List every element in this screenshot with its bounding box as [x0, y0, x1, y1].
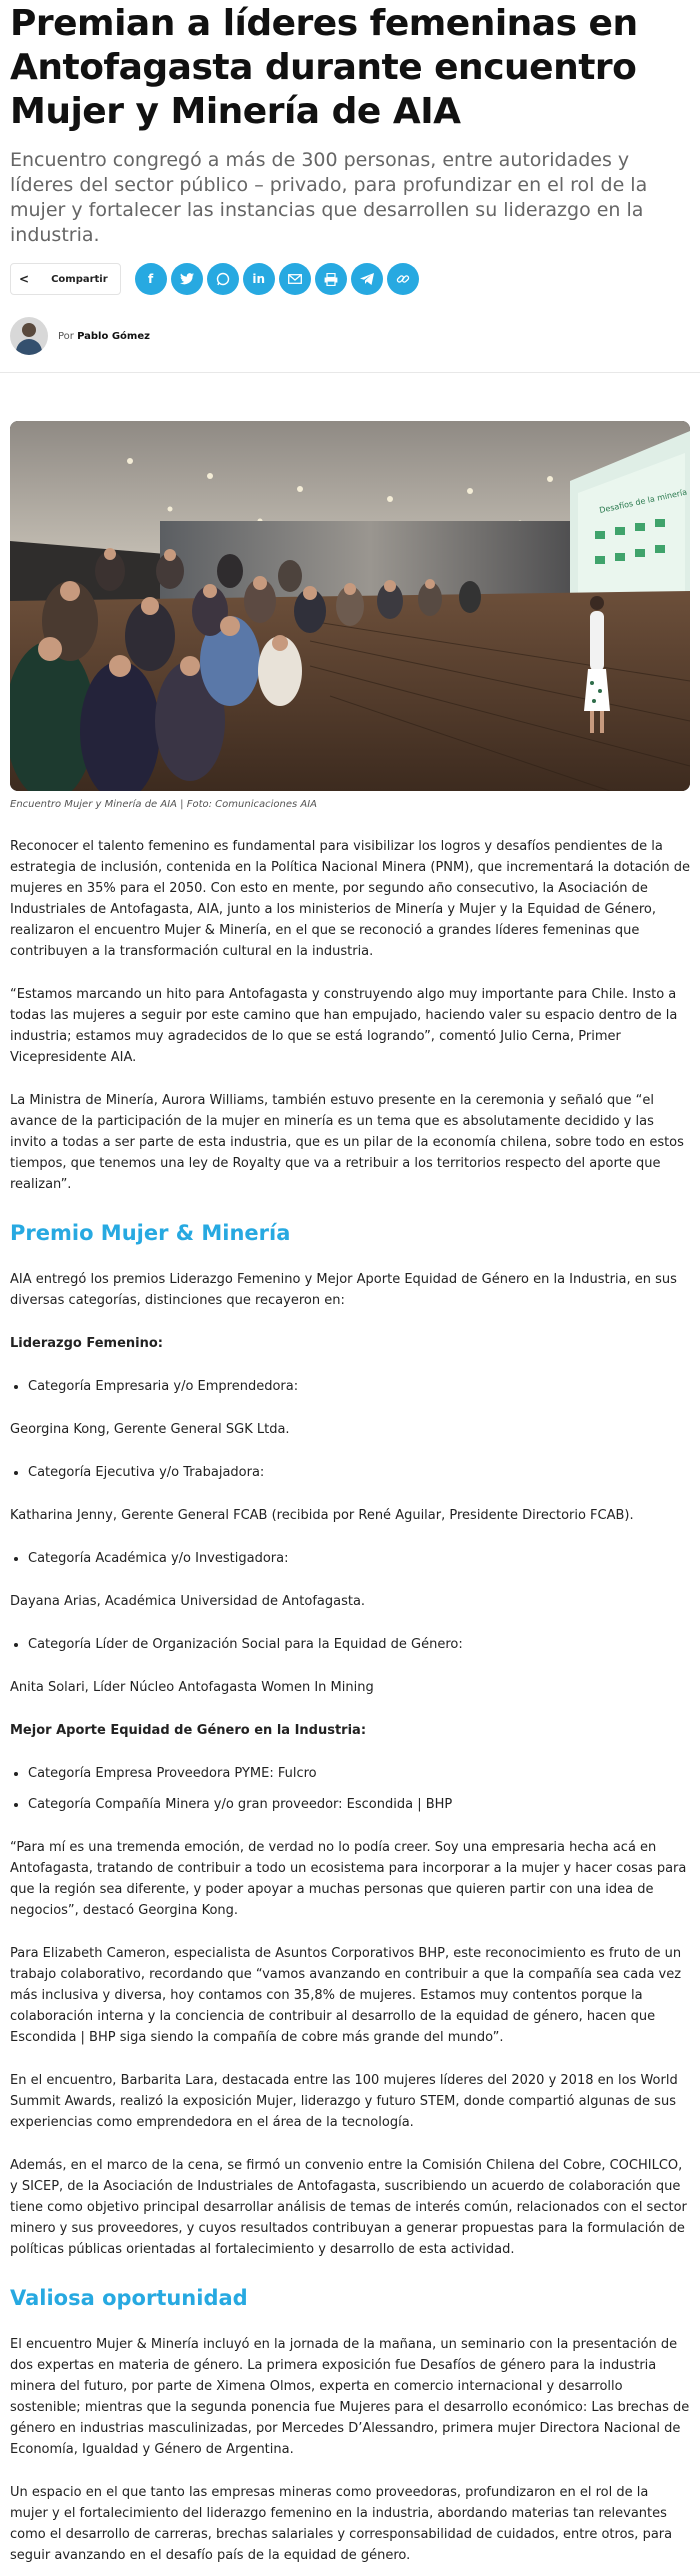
author-prefix: Por [58, 330, 74, 342]
winner: Dayana Arias, Académica Universidad de Antofagasta. [10, 1594, 366, 1609]
section-heading-valiosa: Valiosa oportunidad [10, 2286, 248, 2310]
twitter-icon[interactable] [171, 263, 203, 295]
category-list [10, 1462, 690, 1483]
list-item: • Categoría Compañía Minera y/o gran proveedor: Escondida | BHP [28, 1794, 690, 1815]
paragraph: Reconocer el talento femenino es fundamental para visibilizar los logros y desafíos pendientes de la estrategia de inclusión, contenida en la Política Nacional Minera (PNM), que incrementará la dotación de mujeres en 35% para el 2050. Con esto en mente, por segundo año consecutivo, la Asociación de Industriales de Antofagasta, AIA, junto a los ministerios de Minería y Mujer y la Equidad de Género, realizaron el encuentro Mujer & Minería, en el que se reconoció a grandes líderes femeninas que contribuyen a la transformación cultural en la industria. [10, 839, 690, 959]
winner: Katharina Jenny, Gerente General FCAB (recibida por René Aguilar, Presidente Directorio FCAB). [10, 1508, 634, 1523]
event-photo-illustration [10, 421, 690, 791]
author-text [58, 331, 150, 342]
category-list [10, 1763, 690, 1815]
linkedin-icon[interactable]: in [243, 263, 275, 295]
telegram-icon[interactable] [351, 263, 383, 295]
paragraph: Además, en el marco de la cena, se firmó un convenio entre la Comisión Chilena del Cobre, COCHILCO, y SICEP, de la Asociación de Industriales de Antofagasta, suscribiendo un acuerdo de colaboración que tiene como objetivo principal desarrollar análisis de temas de interés común, relacionados con el sector minero y sus proveedores, y cuyos resultados contribuyan a generar propuestas para la formulación de políticas públicas orientadas al fortalecimiento y desarrollo de esta actividad. [10, 2158, 687, 2257]
article-body [10, 836, 690, 2566]
paragraph: En el encuentro, Barbarita Lara, destacada entre las 100 mujeres líderes del 2020 y 2018 en los World Summit Awards, realizó la exposición Mujer, liderazgo y futuro STEM, donde compartió algunas de sus experiencias como emprendedora en el área de la tecnología. [10, 2073, 678, 2130]
header-divider [0, 372, 700, 373]
article-subtitle: Encuentro congregó a más de 300 personas, entre autoridades y líderes del sector público – privado, para profundizar en el rol de la mujer y fortalecer las instancias que desarrollen su liderazgo en la industria. [10, 149, 648, 246]
paragraph: AIA entregó los premios Liderazgo Femenino y Mejor Aporte Equidad de Género en la Industria, en sus diversas categorías, distinciones que recayeron en: [10, 1272, 677, 1308]
list-item: • Categoría Empresa Proveedora PYME: Fulcro [28, 1763, 690, 1784]
list-item: • Categoría Empresaria y/o Emprendedora: [28, 1376, 690, 1397]
author-name[interactable]: Pablo Gómez [77, 330, 150, 342]
subheading-aporte: Mejor Aporte Equidad de Género en la Industria: [10, 1723, 367, 1738]
social-buttons [135, 263, 423, 295]
paragraph: Para Elizabeth Cameron, especialista de Asuntos Corporativos BHP, este reconocimiento es fruto de un trabajo colaborativo, recordando que “vamos avanzando en contribuir a que la compañía sea cada vez más inclusiva y diversa, hoy contamos con 35,8% de mujeres. Estamos muy contentos porque la colaboración interna y la conciencia de contribuir al desarrollo de la equidad de género, hacen que Escondida | BHP siga siendo la compañía de cobre más grande del mundo”. [10, 1946, 682, 2045]
article-title: Premian a líderes femeninas en Antofagasta durante encuentro Mujer y Minería de AIA [10, 3, 638, 132]
photo-caption: Encuentro Mujer y Minería de AIA | Foto: Comunicaciones AIA [10, 799, 318, 810]
paragraph: “Para mí es una tremenda emoción, de verdad no lo podía creer. Soy una empresaria hecha acá en Antofagasta, tratando de contribuir a todo un ecosistema para incorporar a la mujer y hacer cosas para que la región sea diferente, y poder apoyar a muchas personas que quieren partir con una idea de negocios”, destacó Georgina Kong. [10, 1840, 687, 1918]
list-item: • Categoría Académica y/o Investigadora: [28, 1548, 690, 1569]
subheading-liderazgo: Liderazgo Femenino: [10, 1336, 164, 1351]
list-item: • Categoría Ejecutiva y/o Trabajadora: [28, 1462, 690, 1483]
screen-title: Desafíos de la minería [598, 487, 688, 515]
section-heading-premio: Premio Mujer & Minería [10, 1221, 291, 1245]
print-icon[interactable] [315, 263, 347, 295]
category-list [10, 1376, 690, 1397]
winner: Georgina Kong, Gerente General SGK Ltda. [10, 1422, 290, 1437]
paragraph: “Estamos marcando un hito para Antofagasta y construyendo algo muy importante para Chile. Insto a todas las mujeres a seguir por este camino que han empujado, haciendo valer su espacio dentro de la industria; estamos muy agradecidos de lo que se está logrando”, comentó Julio Cerna, Primer Vicepresidente AIA. [10, 987, 678, 1065]
paragraph: El encuentro Mujer & Minería incluyó en la jornada de la mañana, un seminario con la presentación de dos expertas en materia de género. La primera exposición fue Desafíos de género para la industria minera del futuro, por parte de Ximena Olmos, experta en comercio internacional y desarrollo sostenible; mientras que la segunda ponencia fue Mujeres para el desarrollo económico: Las brechas de género en industrias masculinizadas, por Mercedes D’Alessandro, primera mujer Directora Nacional de Economía, Igualdad y Género de Argentina. [10, 2337, 690, 2457]
link-icon[interactable] [387, 263, 419, 295]
list-item: • Categoría Líder de Organización Social para la Equidad de Género: [28, 1634, 690, 1655]
category-list [10, 1548, 690, 1569]
whatsapp-icon[interactable] [207, 263, 239, 295]
article-photo [10, 421, 690, 791]
share-icon: < [19, 272, 30, 286]
email-icon[interactable] [279, 263, 311, 295]
paragraph: Un espacio en el que tanto las empresas mineras como proveedoras, profundizaron en el rol de la mujer y el fortalecimiento del liderazgo femenino en la industria, abordando materias tan relevantes como el desarrollo de carreras, brechas salariales y corresponsabilidad de cuidados, entre otros, para seguir avanzando en el desafío país de la equidad de género. [10, 2485, 673, 2563]
share-label: Compartir [51, 273, 108, 285]
paragraph: La Ministra de Minería, Aurora Williams, también estuvo presente en la ceremonia y señaló que “el avance de la participación de la mujer en minería es un tema que es absolutamente decidido y las invito a todas a ser parte de esta industria, que es un pilar de la economía chilena, sobre todo en estos tiempos, que tenemos una ley de Royalty que va a retribuir a los territorios respecto del aporte que realizan”. [10, 1093, 684, 1192]
share-button[interactable] [10, 263, 121, 295]
category-list [10, 1634, 690, 1655]
author-byline [10, 316, 690, 356]
share-bar [10, 262, 690, 296]
winner: Anita Solari, Líder Núcleo Antofagasta Women In Mining [10, 1680, 374, 1695]
article-page [0, 2, 700, 2566]
avatar[interactable] [10, 317, 48, 355]
facebook-icon[interactable]: f [135, 263, 167, 295]
